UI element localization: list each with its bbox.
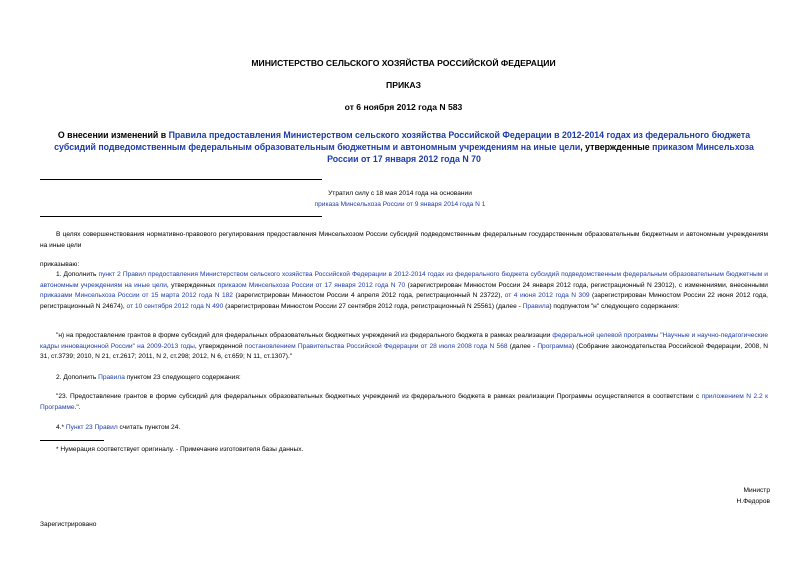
order-490-link[interactable]: от 10 сентября 2012 года N 490 — [126, 302, 224, 310]
registered-note: Зарегистрировано — [40, 521, 97, 528]
item4-text: считать пунктом 24. — [117, 424, 181, 431]
expiry-note: Утратил силу с 18 мая 2014 года на основании — [328, 190, 472, 197]
order-70-link[interactable]: приказом Минсельхоза России от 17 января 2012 года N 70 — [217, 281, 406, 289]
item1-text: , утвержденных — [166, 281, 218, 289]
doc-type: ПРИКАЗ — [386, 80, 421, 90]
subject-middle: , утвержденные — [580, 142, 653, 152]
item2-text: пунктом 23 следующего содержания: — [124, 374, 241, 381]
item-1 — [40, 270, 768, 312]
item1-text: (зарегистрирован Минюстом России 27 сентября 2012 года, регистрационный N 25561) (далее - — [223, 302, 523, 310]
rules-link[interactable]: Правила предоставления Министерством сельского хозяйства Российской Федерации в 2012-2014 годах из федерального бюджета субсидий подведомственным федеральным образовательным бюджетным и автономным учреждениям на иные цели — [54, 130, 751, 152]
preamble: В целях совершенствования нормативно-правового регулирования предоставления Минсельхозом России субсидий подведомственным федеральным государственным образовательным бюджетным и автономным учреждениям на иные цели — [40, 231, 768, 249]
rules-point2-link[interactable]: пункт 2 Правил предоставления Министерством сельского хозяйства Российской Федерации в 2012-2014 годах из федерального бюджета субсидий подведомственным федеральным образовательным бюджетным и автономным учреждениям на иные цели — [40, 271, 768, 289]
program-short-link[interactable]: Программа — [537, 342, 572, 350]
program-link[interactable]: федеральной целевой программы "Научные и научно-педагогические кадры инновационной России" на 2009-2013 годы — [40, 332, 768, 350]
rules-link[interactable]: Правила — [522, 302, 550, 310]
quote1-text: ) (Собрание законодательства Российской Федерации, 2008, N 31, ст.3739; 2010, N 21, ст.2617; 2011, N 2, ст.298; 2012, N 6, ст.659; N 11, ст.1307)." — [40, 342, 769, 360]
order-182-link[interactable]: приказами Минсельхоза России от 15 марта 2012 года N 182 — [40, 292, 233, 299]
item1-text: 1. Дополнить — [56, 271, 99, 278]
rules-point23-link[interactable]: Пункт 23 Правил — [65, 424, 118, 431]
item1-text: (зарегистрирован Минюстом России 4 апреля 2012 года, регистрационный N 23722), — [232, 292, 505, 299]
footnote-divider — [40, 440, 104, 441]
order-70-link[interactable]: приказом Минсельхоза России от 17 января 2012 года N 70 — [327, 142, 754, 164]
item1-text: (зарегистрирован Минюстом России 22 июня 2012 года, регистрационный N 24674), — [40, 292, 768, 310]
order-word: приказываю: — [40, 261, 80, 268]
quote-2 — [40, 392, 768, 413]
quote1-text: "н) на предоставление грантов в форме субсидий для федеральных образовательных бюджетных учреждений из федерального бюджета в рамках реализации — [56, 332, 553, 339]
quote2-text: .". — [74, 403, 81, 411]
signature-position: Министр — [743, 487, 770, 494]
signature-name: Н.Федоров — [736, 498, 770, 505]
quote1-text: , утвержденной — [194, 342, 245, 350]
appendix-link[interactable]: приложением N 2.2 к Программе — [40, 393, 768, 411]
divider-top — [40, 179, 322, 180]
item2-text: 2. Дополнить — [56, 374, 99, 381]
resolution-568-link[interactable]: постановлением Правительства Российской Федерации от 28 июля 2008 года N 568 — [244, 342, 508, 350]
expiry-order-link[interactable]: приказа Минсельхоза России от 9 января 2014 года N 1 — [314, 201, 486, 208]
order-309-link[interactable]: от 4 июня 2012 года N 309 — [504, 292, 590, 299]
item1-text: ) подпунктом "н" следующего содержания: — [549, 302, 680, 310]
quote-1 — [40, 331, 768, 363]
quote2-text: "23. Предоставление грантов в форме субсидий для федеральных образовательных бюджетных учреждений из федерального бюджета в рамках реализации Программы осуществляется в соответствии с — [56, 393, 702, 400]
footnote: * Нумерация соответствует оригиналу. - Примечание изготовителя базы данных. — [56, 446, 304, 453]
ministry-title: МИНИСТЕРСТВО СЕЛЬСКОГО ХОЗЯЙСТВА РОССИЙСКОЙ ФЕДЕРАЦИИ — [251, 58, 556, 68]
rules-link[interactable]: Правила — [98, 374, 125, 381]
item-2 — [40, 373, 768, 384]
item1-text: (зарегистрирован Минюстом России 24 января 2012 года, регистрационный N 23012), с изменениями, внесенными — [405, 281, 768, 289]
divider-bottom — [40, 216, 322, 217]
subject-prefix: О внесении изменений в — [57, 130, 169, 140]
doc-date-number: от 6 ноября 2012 года N 583 — [344, 102, 463, 112]
item-4 — [40, 423, 768, 434]
item4-text: 4.* — [56, 424, 66, 431]
doc-subject — [40, 129, 768, 165]
quote1-text: (далее - — [507, 342, 538, 350]
